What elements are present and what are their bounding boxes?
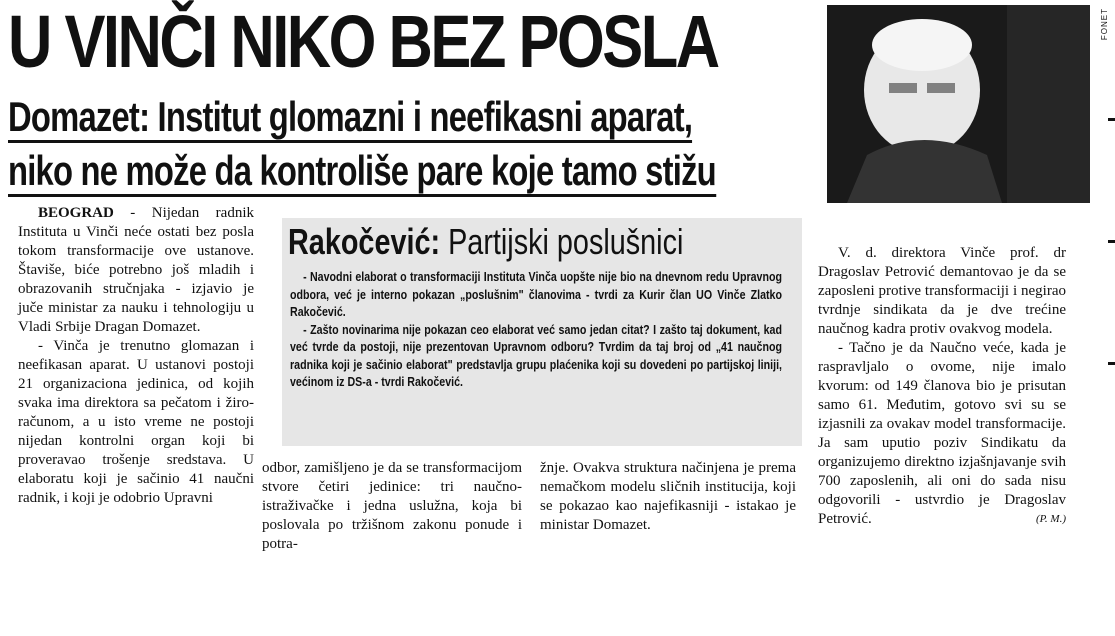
sidebar-title-rest: Partijski poslušnici — [440, 221, 684, 262]
column-3-text: žnje. Ovakva struktura načinjena je prema nemačkom modelu sličnih institucija, koji se pokazao kao najefikasniji - istakao je ministar Domazet. — [540, 460, 796, 533]
subhead-line-2 — [8, 148, 757, 194]
sidebar-title — [288, 220, 683, 264]
subhead-text-1: Domazet: Institut glomazni i neefikasni aparat, — [8, 93, 692, 143]
sidebar-title-bold: Rakočević: — [288, 221, 441, 262]
article-column-1 — [18, 204, 254, 508]
dateline: BEOGRAD — [38, 205, 114, 221]
sidebar-paragraph-1: - Navodni elaborat o transformaciji Instituta Vinča uopšte nije bio na dnevnom redu Upravnog odbora, već je interno pokazan „poslušnim" članovima - tvrdi za Kurir član UO Vinče Zlatko Rakočević. — [290, 269, 782, 319]
sidebar-box — [282, 218, 802, 446]
column-2-text: odbor, zamišljeno je da se transformacijom stvore četiri jedinice: tri naučno-istraživačke i jedna uslužna, koja bi poslovala po tržišnom zakonu ponude i potra- — [262, 460, 522, 552]
photo-credit: FONET — [1100, 8, 1109, 41]
paragraph-1-text: - Nijedan radnik Instituta u Vinči neće ostati bez posla tokom transformacije ove ustanove. Štaviše, biće potrebno još mladih i obrazovanih stručnjaka - izjavio je juče ministar za nauku i tehnologiju u Vladi Srbije Dragan Domazet. — [18, 205, 254, 335]
portrait-photo — [827, 5, 1090, 203]
edge-mark — [1108, 118, 1115, 121]
subhead-text-2: niko ne može da kontroliše pare koje tamo stižu — [8, 147, 716, 197]
right-column — [818, 244, 1066, 529]
article-column-3 — [540, 459, 796, 535]
headline: U VINČI NIKO BEZ POSLA — [8, 0, 718, 83]
edge-mark — [1108, 362, 1115, 365]
sidebar-paragraph-2: - Zašto novinarima nije pokazan ceo elaborat već samo jedan citat? I zašto taj dokument, kad već tvrde da postoji, nije prezentovan Upravnom odboru? Tvrdim da taj broj od „41 naučnog radnika koji je sačinio elaborat" predstavlja grupu plaćenika koji su dovedeni po partijskoj liniji, većinom iz DS-a - tvrdi Rakočević. — [290, 321, 782, 389]
sidebar-text — [290, 268, 782, 391]
portrait-image — [827, 5, 1090, 203]
edge-mark — [1108, 240, 1115, 243]
paragraph-1 — [18, 204, 254, 337]
subhead-line-1 — [8, 94, 757, 140]
paragraph-2: - Vinča je trenutno glomazan i neefikasan aparat. U ustanovi postoji 21 organizaciona jedinica, od kojih svaka ima direktora sa pečatom i žiro-računom, a u isto vreme ne postoji nijedan kontrolni organ koji bi proveravao trošenje sredstava. U elaboratu koji je sačinio 41 naučni radnik, i koji je odobrio Upravni — [18, 338, 254, 506]
right-paragraph-1: V. d. direktora Vinče prof. dr Dragoslav Petrović demantovao je da se zaposleni protive transformaciji i negirao tvrdnje sindikata da je dve trećine naučnog kadra protiv ovakvog modela. — [818, 245, 1066, 337]
right-paragraph-2 — [818, 339, 1066, 529]
author-signature: (P. M.) — [1035, 513, 1066, 525]
article-column-2 — [262, 459, 522, 554]
right-paragraph-2-text: - Tačno je da Naučno veće, kada je raspravljalo o ovome, nije imalo kvorum: od 149 članova bio je prisutan samo 61. Međutim, gotovo svi su se izjasnili za ovakav model transformacije. Ja sam uputio poziv Sindikatu da organizujemo direktno izjašnjavanje svih 700 zaposlenih, ali oni do sada nisu odgovorili - ustvrdio je Dragoslav Petrović. — [818, 340, 1066, 527]
